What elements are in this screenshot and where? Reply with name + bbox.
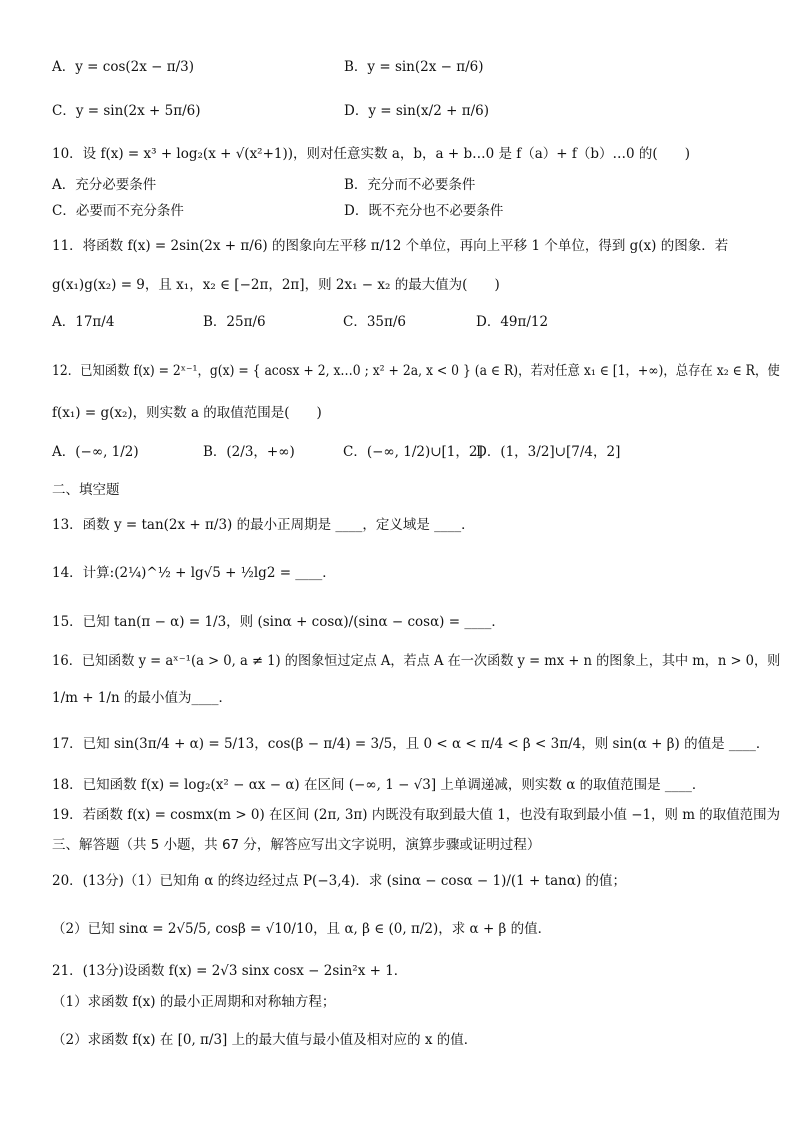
q12-option-a: A．(−∞, 1/2) [52,444,139,460]
q20-line2: （2）已知 sinα = 2√5/5, cosβ = √10/10，且 α, β ∈ (0, π/2)，求 α + β 的值． [52,921,552,937]
q10-stem: 10．设 f(x) = x³ + log₂(x + √(x²+1))，则对任意实数 a，b，a + b…0 是 f（a）+ f（b）…0 的( ) [52,146,690,162]
q21-line2: （1）求函数 f(x) 的最小正周期和对称轴方程； [52,994,336,1010]
q12-option-c: C．(−∞, 1/2)∪[1，2] [343,444,483,460]
q11-option-b: B．25π/6 [203,314,266,330]
q10-option-d: D．既不充分也不必要条件 [344,203,504,219]
q10-option-a: A．充分必要条件 [52,177,157,193]
q9-option-a: A．y = cos(2x − π/3) [52,59,195,75]
q11-stem-line1: 11．将函数 f(x) = 2sin(2x + π/6) 的图象向左平移 π/12 个单位，再向上平移 1 个单位，得到 g(x) 的图象．若 [52,238,729,254]
q16-line2: 1/m + 1/n 的最小值为____． [52,690,232,706]
q20-line1: 20．(13分)（1）已知角 α 的终边经过点 P(−3,4)．求 (sinα − cosα − 1)/(1 + tanα) 的值； [52,873,626,889]
q18: 18．已知函数 f(x) = log₂(x² − αx − α) 在区间 (−∞, 1 − √3] 上单调递减，则实数 α 的取值范围是 ____． [52,777,706,793]
q9-option-b: B．y = sin(2x − π/6) [344,59,484,75]
q15: 15．已知 tan(π − α) = 1/3，则 (sinα + cosα)/(sinα − cosα) = ____． [52,614,505,630]
q12-stem-line2: f(x₁) = g(x₂)，则实数 a 的取值范围是( ) [52,405,322,421]
q10-option-b: B．充分而不必要条件 [344,177,476,193]
q21-line1: 21．(13分)设函数 f(x) = 2√3 sinx cosx − 2sin²x + 1． [52,963,408,979]
q11-stem-line2: g(x₁)g(x₂) = 9，且 x₁，x₂ ∈ [−2π，2π]，则 2x₁ − x₂ 的最大值为( ) [52,277,500,293]
q9-option-d: D．y = sin(x/2 + π/6) [344,103,489,119]
q12-stem-line1: 12．已知函数 f(x) = 2ˣ⁻¹，g(x) = { acosx + 2, x…0 ; x² + 2a, x < 0 } (a ∈ R)，若对任意 x₁ ∈ [1，+∞)，总存在 x₂ ∈ R，使 [52,363,780,379]
section-fill-in-heading: 二、填空题 [52,482,120,498]
q16-line1: 16．已知函数 y = aˣ⁻¹(a > 0, a ≠ 1) 的图象恒过定点 A，若点 A 在一次函数 y = mx + n 的图象上，其中 m，n > 0，则 [52,653,781,669]
q10-option-c: C．必要而不充分条件 [52,203,184,219]
section-solutions-heading: 三、解答题（共 5 小题，共 67 分，解答应写出文字说明，演算步骤或证明过程） [52,837,541,853]
q11-option-a: A．17π/4 [52,314,115,330]
q17: 17．已知 sin(3π/4 + α) = 5/13，cos(β − π/4) = 3/5，且 0 < α < π/4 < β < 3π/4，则 sin(α + β) 的值是 ____． [52,736,770,752]
q11-option-c: C．35π/6 [343,314,407,330]
q11-option-d: D．49π/12 [476,314,549,330]
q13: 13．函数 y = tan(2x + π/3) 的最小正周期是 ____，定义域是 ____． [52,517,475,533]
q14: 14．计算:(2¼)^½ + lg√5 + ½lg2 = ____． [52,565,336,581]
q19: 19．若函数 f(x) = cosmx(m > 0) 在区间 (2π, 3π) 内既没有取到最大值 1，也没有取到最小值 −1，则 m 的取值范围为 [52,807,781,823]
q12-option-b: B．(2/3，+∞) [203,444,295,460]
q9-option-c: C．y = sin(2x + 5π/6) [52,103,201,119]
q12-option-d: D．(1，3/2]∪[7/4，2] [476,444,621,460]
q21-line3: （2）求函数 f(x) 在 [0, π/3] 上的最大值与最小值及相对应的 x 的值． [52,1032,478,1048]
